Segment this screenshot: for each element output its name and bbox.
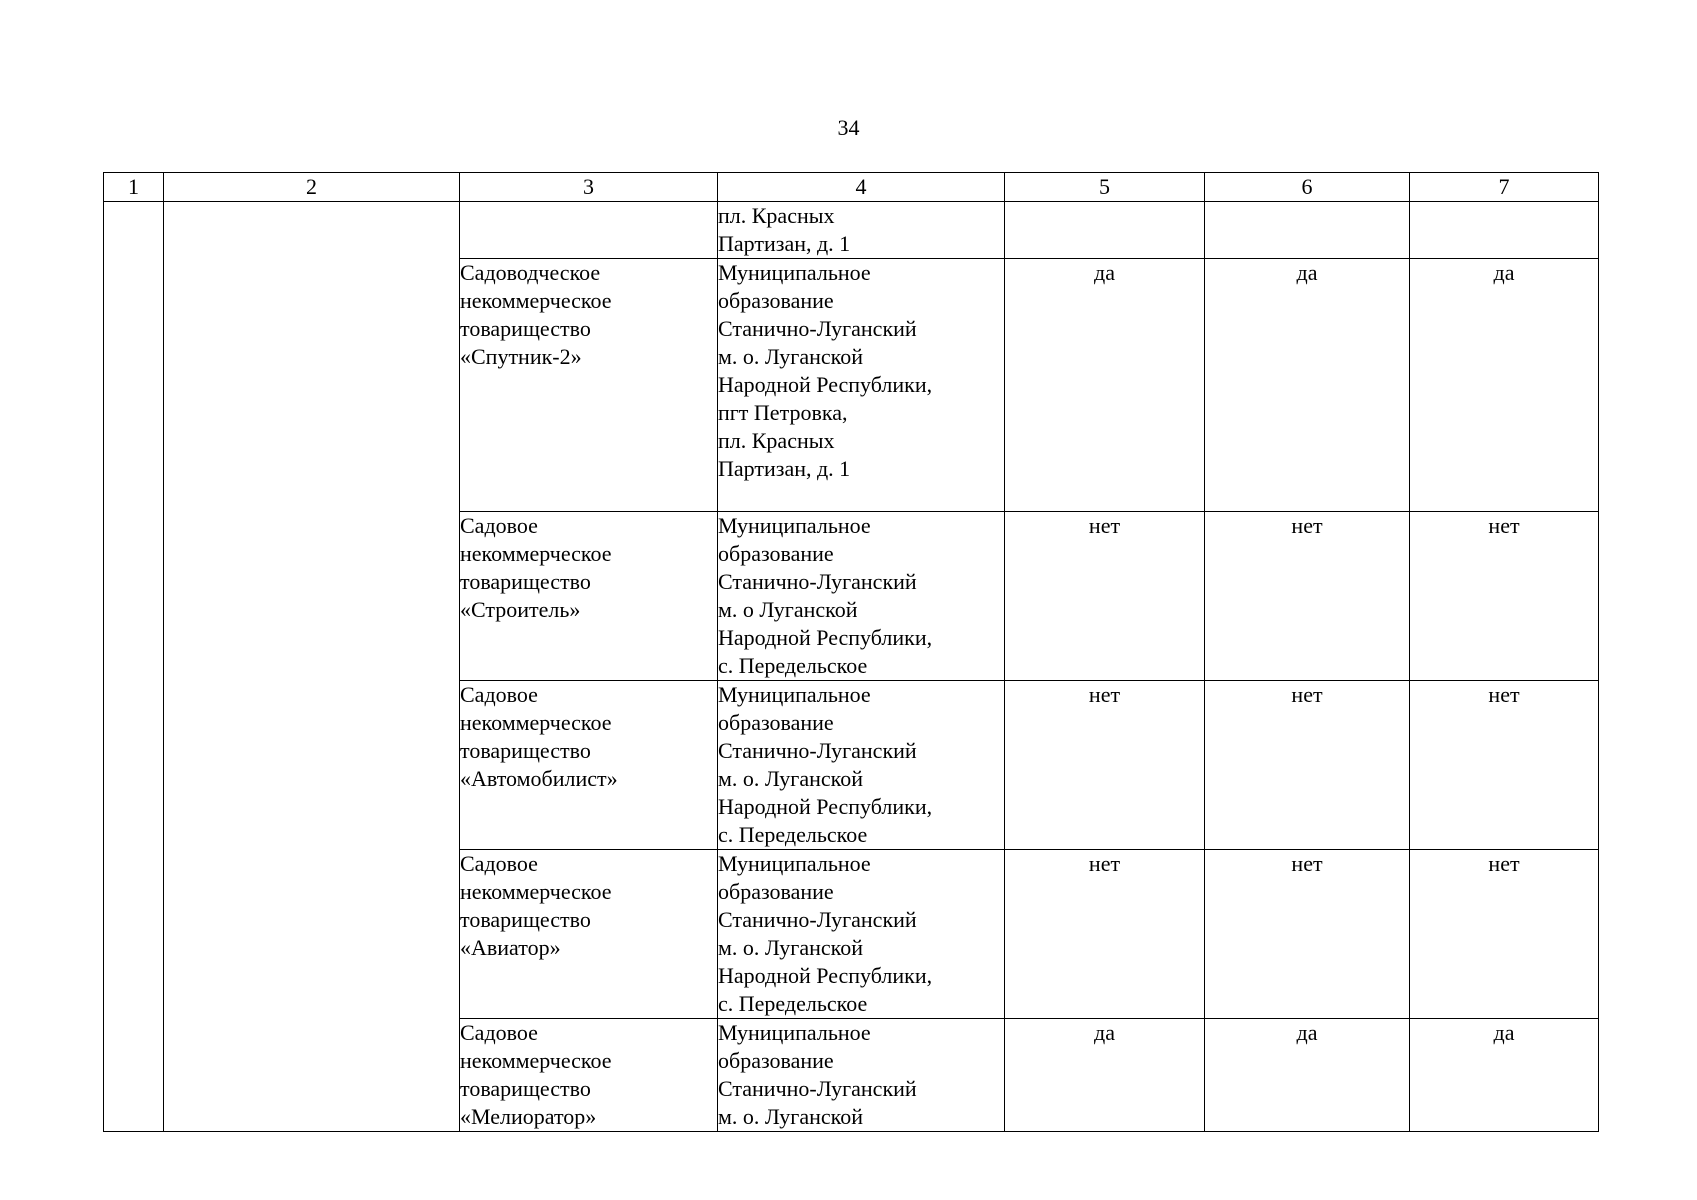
value-cell-col5: да [1005,1019,1205,1132]
address-line: пл. Красных [718,203,835,228]
cell-col1-merged [104,202,164,1132]
value-cell-col7: нет [1410,681,1599,850]
address-line: образование [718,1048,834,1073]
organization-line: «Спутник-2» [460,344,582,369]
address-line: пл. Красных [718,428,835,453]
address-line: Народной Республики, [718,794,933,819]
address-line: Муниципальное [718,682,871,707]
address-cell [718,259,1005,512]
value-cell-col7 [1410,202,1599,259]
address-line: образование [718,288,834,313]
address-line: Народной Республики, [718,625,933,650]
column-header-6: 6 [1205,173,1410,202]
page-number: 34 [837,115,860,140]
value-cell-col7: да [1410,259,1599,512]
column-header-4: 4 [718,173,1005,202]
value-cell-col7: да [1410,1019,1599,1132]
column-header-2: 2 [164,173,460,202]
organization-cell [460,512,718,681]
value-cell-col6: нет [1205,512,1410,681]
organization-line: товарищество [460,738,591,763]
address-line: Муниципальное [718,513,871,538]
table-row [104,202,1599,259]
organization-line: «Авиатор» [460,935,561,960]
value-cell-col6: нет [1205,850,1410,1019]
organization-line: Садовое [460,682,538,707]
document-table [103,172,1599,1132]
address-line: м. о Луганской [718,597,858,622]
organization-line: некоммерческое [460,541,612,566]
organization-line: товарищество [460,316,591,341]
organization-line: «Строитель» [460,597,581,622]
address-line: Народной Республики, [718,372,933,397]
value-cell-col5: нет [1005,681,1205,850]
table-header-row [104,173,1599,202]
address-line: Партизан, д. 1 [718,456,851,481]
address-line: образование [718,710,834,735]
address-line: Станично-Луганский [718,316,917,341]
organization-line: товарищество [460,1076,591,1101]
address-line: м. о. Луганской [718,344,863,369]
organization-cell [460,850,718,1019]
organization-line: «Мелиоратор» [460,1104,597,1129]
organization-line: товарищество [460,569,591,594]
value-cell-col6: да [1205,259,1410,512]
organization-cell [460,202,718,259]
organization-cell [460,1019,718,1132]
organization-line: некоммерческое [460,1048,612,1073]
column-header-7: 7 [1410,173,1599,202]
address-line: Станично-Луганский [718,907,917,932]
address-line: с. Передельское [718,822,868,847]
value-cell-col7: нет [1410,512,1599,681]
organization-line: Садовое [460,1020,538,1045]
address-line: Муниципальное [718,1020,871,1045]
address-line: образование [718,541,834,566]
organization-line: Садовое [460,513,538,538]
address-line: м. о. Луганской [718,935,863,960]
organization-line: некоммерческое [460,710,612,735]
organization-cell [460,681,718,850]
value-cell-col6 [1205,202,1410,259]
address-line: Народной Республики, [718,963,933,988]
organization-line: некоммерческое [460,288,612,313]
address-line: с. Передельское [718,653,868,678]
address-cell [718,850,1005,1019]
address-line: Муниципальное [718,260,871,285]
address-line: Станично-Луганский [718,1076,917,1101]
value-cell-col6: нет [1205,681,1410,850]
cell-col2-merged [164,202,460,1132]
value-cell-col5: нет [1005,512,1205,681]
address-line: Станично-Луганский [718,738,917,763]
column-header-5: 5 [1005,173,1205,202]
column-header-1: 1 [104,173,164,202]
value-cell-col5 [1005,202,1205,259]
address-line: Станично-Луганский [718,569,917,594]
address-line: м. о. Луганской [718,766,863,791]
value-cell-col5: да [1005,259,1205,512]
value-cell-col5: нет [1005,850,1205,1019]
column-header-3: 3 [460,173,718,202]
address-line: Партизан, д. 1 [718,231,851,256]
organization-line: товарищество [460,907,591,932]
organization-line: некоммерческое [460,879,612,904]
address-line: с. Передельское [718,991,868,1016]
address-line: Муниципальное [718,851,871,876]
organization-line: Садовое [460,851,538,876]
address-cell [718,681,1005,850]
value-cell-col7: нет [1410,850,1599,1019]
address-line: м. о. Луганской [718,1104,863,1129]
address-line: пгт Петровка, [718,400,848,425]
address-cell [718,1019,1005,1132]
organization-line: Садоводческое [460,260,601,285]
organization-line: «Автомобилист» [460,766,618,791]
address-line: образование [718,879,834,904]
address-cell [718,202,1005,259]
organization-cell [460,259,718,512]
value-cell-col6: да [1205,1019,1410,1132]
address-cell [718,512,1005,681]
